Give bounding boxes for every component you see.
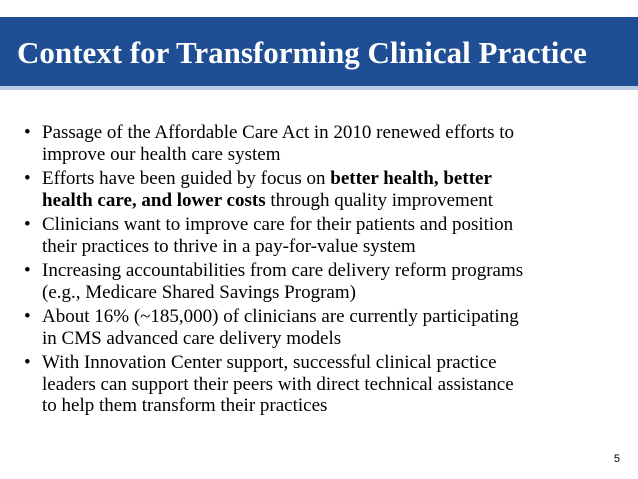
bullet-text-line: in CMS advanced care delivery models [42, 327, 342, 349]
bullet-text-line: to help them transform their practices [42, 395, 328, 416]
bullet-dot: • [24, 214, 31, 235]
bullet-text-bold: better health, better [330, 168, 492, 189]
bullet-text-line: improve our health care system [42, 143, 281, 165]
bullet-text-line: About 16% (~185,000) of clinicians are currently participating [42, 306, 519, 327]
bullet-list [24, 122, 604, 420]
bullet-text-line: leaders can support their peers with direct technical assistance [42, 373, 514, 395]
title-bar [0, 17, 638, 90]
bullet-text-line: their practices to thrive in a pay-for-value system [42, 235, 416, 257]
bullet-item-participation [24, 306, 604, 349]
bullet-item-accountabilities [24, 260, 604, 303]
bullet-text-line: Increasing accountabilities from care delivery reform programs [42, 260, 524, 281]
bullet-item-innovation-center [24, 352, 604, 417]
bullet-text-line: (e.g., Medicare Shared Savings Program) [42, 281, 356, 303]
bullet-text-bold: health care, and lower costs [42, 189, 266, 211]
bullet-text-line: Clinicians want to improve care for their patients and position [42, 214, 514, 235]
bullet-text-line [42, 168, 604, 190]
bullet-item-clinicians [24, 214, 604, 257]
bullet-item-efforts [24, 168, 604, 211]
bullet-dot: • [24, 306, 31, 327]
bullet-text-line: With Innovation Center support, successful clinical practice [42, 352, 497, 373]
bullet-dot: • [24, 260, 31, 281]
bullet-text-line: Passage of the Affordable Care Act in 2010 renewed efforts to [42, 122, 515, 143]
bullet-dot: • [24, 168, 31, 189]
bullet-text-plain: Efforts have been guided by focus on [42, 168, 331, 189]
bullet-dot: • [24, 352, 31, 373]
bullet-text-line [42, 190, 604, 212]
page-number: 5 [613, 453, 620, 465]
bullet-dot: • [24, 122, 31, 143]
bullet-item-aca [24, 122, 604, 165]
slide-title: Context for Transforming Clinical Practice [17, 35, 587, 70]
bullet-text-plain: through quality improvement [265, 189, 494, 211]
